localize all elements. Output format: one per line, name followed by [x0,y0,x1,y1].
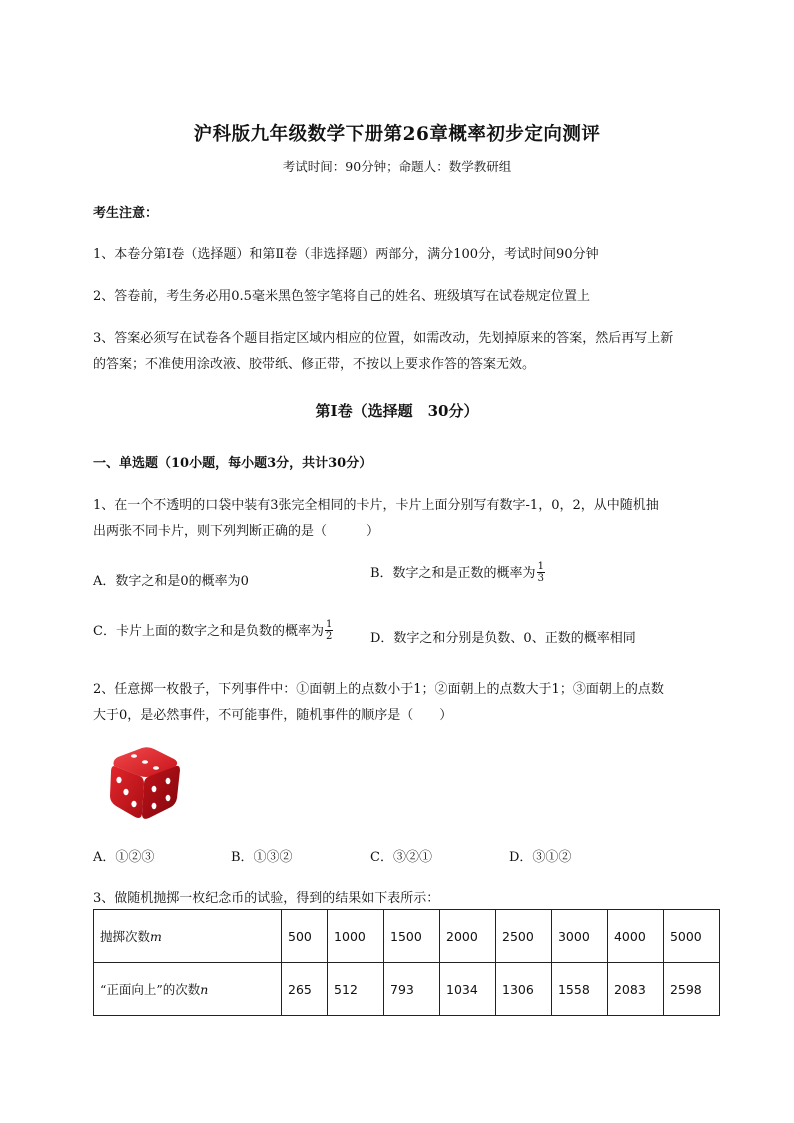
table-cell: 265 [282,963,328,1016]
table-cell: 512 [328,963,384,1016]
fraction-numerator: 1 [325,619,333,630]
fraction-denominator: 2 [325,631,333,642]
table-cell: 4000 [607,910,663,963]
notice-heading: 考生注意： [93,206,159,221]
row-header-m [94,910,282,963]
exam-info: 考试时间：90分钟；命题人：数学教研组 [282,159,512,174]
q2-stem-line-2: 大于0，是必然事件，不可能事件，随机事件的顺序是（ ） [93,708,453,723]
notice-item-3-line-1: 3、答案必须写在试卷各个题目指定区域内相应的位置，如需改动，先划掉原来的答案，然后再写上新 [93,331,674,346]
notice-item-3-line-2: 的答案；不准使用涂改液、胶带纸、修正带，不按以上要求作答的答案无效。 [93,357,536,372]
q1-option-d: D．数字之和分别是负数、0、正数的概率相同 [370,631,636,646]
table-cell: 2083 [607,963,663,1016]
table-cell: 2500 [496,910,552,963]
q2-option-b: B．①③② [231,850,293,865]
row-header-n [94,963,282,1016]
fraction-one-third [537,561,545,584]
q3-stem: 3、做随机抛掷一枚纪念币的试验，得到的结果如下表所示： [93,891,440,906]
coin-toss-table [93,909,720,1016]
table-cell: 2000 [440,910,496,963]
part-title: 一、单选题（10小题，每小题3分，共计30分） [93,456,373,471]
fraction-numerator: 1 [537,561,544,572]
q1-option-c-text: C．卡片上面的数字之和是负数的概率为 [93,624,324,639]
q2-stem-line-1: 2、任意掷一枚骰子，下列事件中：①面朝上的点数小于1；②面朝上的点数大于1；③面朝上的点数 [93,682,664,697]
page-title: 沪科版九年级数学下册第26章概率初步定向测评 [193,124,601,145]
table-row [94,910,720,963]
notice-item-2: 2、答卷前，考生务必用0.5毫米黑色签字笔将自己的姓名、班级填写在试卷规定位置上 [93,289,590,304]
row-label: “正面向上”的次数 [100,982,201,997]
table-cell: 793 [384,963,440,1016]
q1-stem-line-2: 出两张不同卡片，则下列判断正确的是（ ） [93,524,380,539]
table-cell: 1558 [551,963,607,1016]
q1-option-c [93,620,333,643]
q1-option-b [370,562,545,585]
table-cell: 3000 [551,910,607,963]
table-cell: 500 [282,910,328,963]
table-cell: 1306 [496,963,552,1016]
q1-option-b-text: B．数字之和是正数的概率为 [370,566,536,581]
section-title: 第I卷（选择题 30分） [315,402,479,420]
table-cell: 1500 [384,910,440,963]
variable-n: n [200,982,209,997]
variable-m: m [150,929,162,944]
q2-option-d: D．③①② [509,850,572,865]
fraction-denominator: 3 [537,573,544,584]
table-row [94,963,720,1016]
row-label: 抛掷次数 [100,929,151,944]
table-cell: 2598 [663,963,719,1016]
q1-option-a: A．数字之和是0的概率为0 [93,574,249,589]
table-cell: 1000 [328,910,384,963]
table-cell: 1034 [440,963,496,1016]
q2-option-c: C．③②① [370,850,432,865]
table-cell: 5000 [663,910,719,963]
q1-stem-line-1: 1、在一个不透明的口袋中装有3张完全相同的卡片，卡片上面分别写有数字-1，0，2，从中随机抽 [93,498,659,513]
notice-item-1: 1、本卷分第I卷（选择题）和第Ⅱ卷（非选择题）两部分，满分100分，考试时间90分钟 [93,247,599,262]
fraction-one-half [325,619,333,642]
q2-option-a: A．①②③ [93,850,155,865]
dice-image [104,744,184,824]
